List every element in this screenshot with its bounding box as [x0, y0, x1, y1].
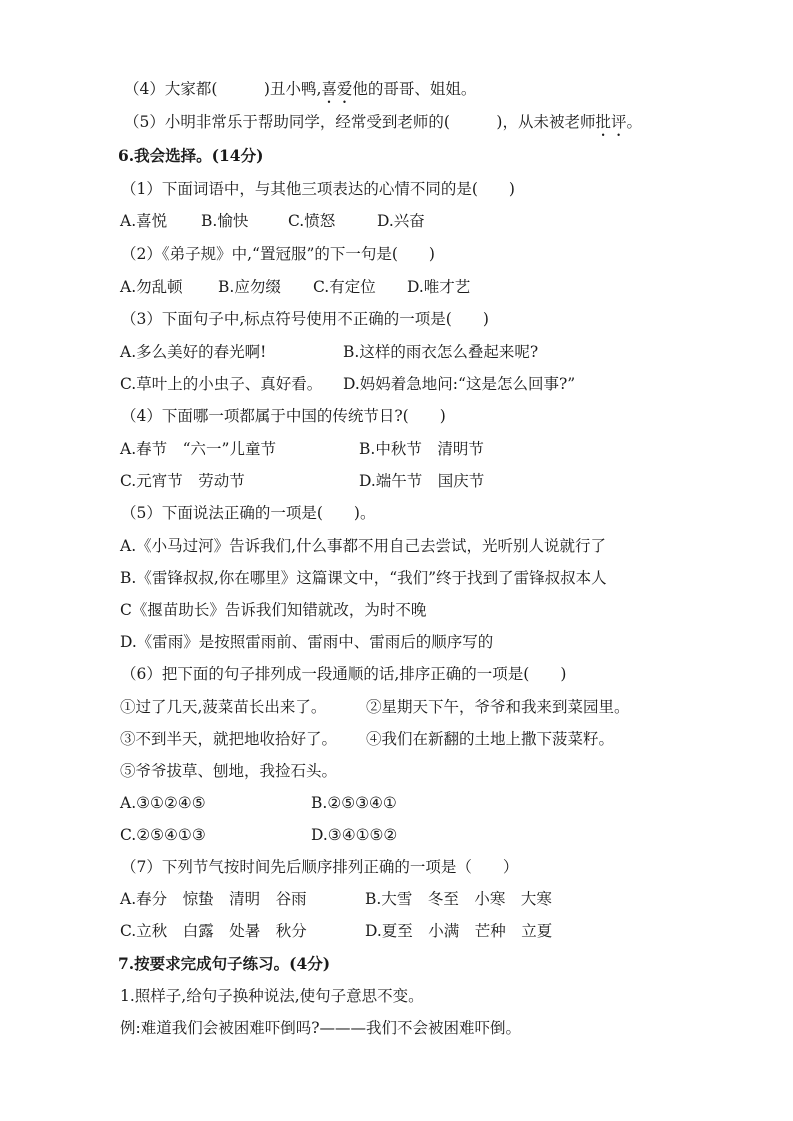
q4-option-b: B.中秋节 清明节: [359, 440, 484, 458]
blank-question-5: [124, 112, 642, 140]
q2-stem: （2）《弟子规》中,“置冠服”的下一句是( ): [121, 245, 435, 263]
q1-stem: （1）下面词语中，与其他三项表达的心情不同的是( ): [121, 180, 515, 198]
q6-option-d: D.③④①⑤②: [311, 826, 398, 844]
q4-dotted-word: 喜爱: [321, 80, 353, 98]
q3-option-c: C.草叶上的小虫子、真好看。: [120, 375, 323, 393]
q4-option-a: A.春节 “六一”儿童节: [120, 440, 276, 458]
q6-sentence-3: ③不到半天，就把地收拾好了。: [120, 730, 338, 748]
section-7-sub-1: 1.照样子,给句子换种说法,使句子意思不变。: [120, 987, 424, 1005]
q5-post: 。: [626, 113, 643, 131]
q6-sentence-1: ①过了几天,菠菜苗长出来了。: [120, 698, 327, 716]
q5-stem: （5）下面说法正确的一项是( )。: [121, 504, 376, 522]
q7-stem: （7）下列节气按时间先后顺序排列正确的一项是（ ）: [121, 858, 519, 876]
q2-option-a: A.勿乱顿: [120, 278, 183, 296]
q1-option-c: C.愤怒: [288, 212, 336, 230]
q6-sentence-5: ⑤爷爷拔草、刨地，我捡石头。: [120, 762, 338, 780]
q5-dotted-word: 批评: [595, 113, 627, 131]
q4-blank: )丑小鸭,: [217, 80, 322, 98]
q4-post: 他的哥哥、姐姐。: [352, 80, 477, 98]
q7-option-d: D.夏至 小满 芒种 立夏: [365, 922, 553, 940]
q6-option-a: A.③①②④⑤: [120, 794, 206, 812]
section-7-example: 例:难道我们会被困难吓倒吗?———我们不会被困难吓倒。: [120, 1019, 522, 1037]
q5-blank: )，从未被老师: [449, 113, 596, 131]
q6-option-b: B.②⑤③④①: [311, 794, 397, 812]
q7-option-b: B.大雪 冬至 小寒 大寒: [365, 890, 552, 908]
q7-option-a: A.春分 惊蛰 清明 谷雨: [120, 890, 307, 908]
q3-option-b: B.这样的雨衣怎么叠起来呢?: [343, 343, 539, 361]
q2-option-d: D.唯才艺: [407, 278, 471, 296]
q6-option-c: C.②⑤④①③: [120, 826, 206, 844]
q5-pre: （5）小明非常乐于帮助同学，经常受到老师的(: [124, 113, 450, 131]
q2-option-b: B.应勿缀: [218, 278, 281, 296]
q3-option-a: A.多么美好的春光啊!: [120, 343, 267, 361]
q4-pre: （4）大家都(: [124, 80, 218, 98]
q3-option-d: D.妈妈着急地问:“这是怎么回事?”: [343, 375, 576, 393]
q2-option-c: C.有定位: [313, 278, 376, 296]
q5-option-d: D.《雷雨》是按照雷雨前、雷雨中、雷雨后的顺序写的: [120, 633, 494, 651]
q1-option-a: A.喜悦: [120, 212, 168, 230]
q4-option-c: C.元宵节 劳动节: [120, 472, 245, 490]
q4-stem: （4）下面哪一项都属于中国的传统节日?( ): [121, 407, 446, 425]
q5-option-a: A.《小马过河》告诉我们,什么事都不用自己去尝试，光听别人说就行了: [120, 537, 607, 555]
section-7-title: 7.按要求完成句子练习。(4分): [118, 954, 331, 973]
blank-question-4: [124, 79, 476, 107]
q6-sentence-4: ④我们在新翻的土地上撒下菠菜籽。: [366, 730, 615, 748]
q5-option-b: B.《雷锋叔叔,你在哪里》这篇课文中，“我们”终于找到了雷锋叔叔本人: [120, 569, 607, 587]
q3-stem: （3）下面句子中,标点符号使用不正确的一项是( ): [121, 310, 489, 328]
section-6-title: 6.我会选择。(14分): [118, 146, 264, 165]
q6-sentence-2: ②星期天下午，爷爷和我来到菜园里。: [366, 698, 630, 716]
q7-option-c: C.立秋 白露 处暑 秋分: [120, 922, 307, 940]
q1-option-b: B.愉快: [201, 212, 249, 230]
q6-stem: （6）把下面的句子排列成一段通顺的话,排序正确的一项是( ): [121, 665, 567, 683]
q4-option-d: D.端午节 国庆节: [359, 472, 485, 490]
q1-option-d: D.兴奋: [377, 212, 425, 230]
q5-option-c: C《揠苗助长》告诉我们知错就改，为时不晚: [120, 601, 427, 619]
